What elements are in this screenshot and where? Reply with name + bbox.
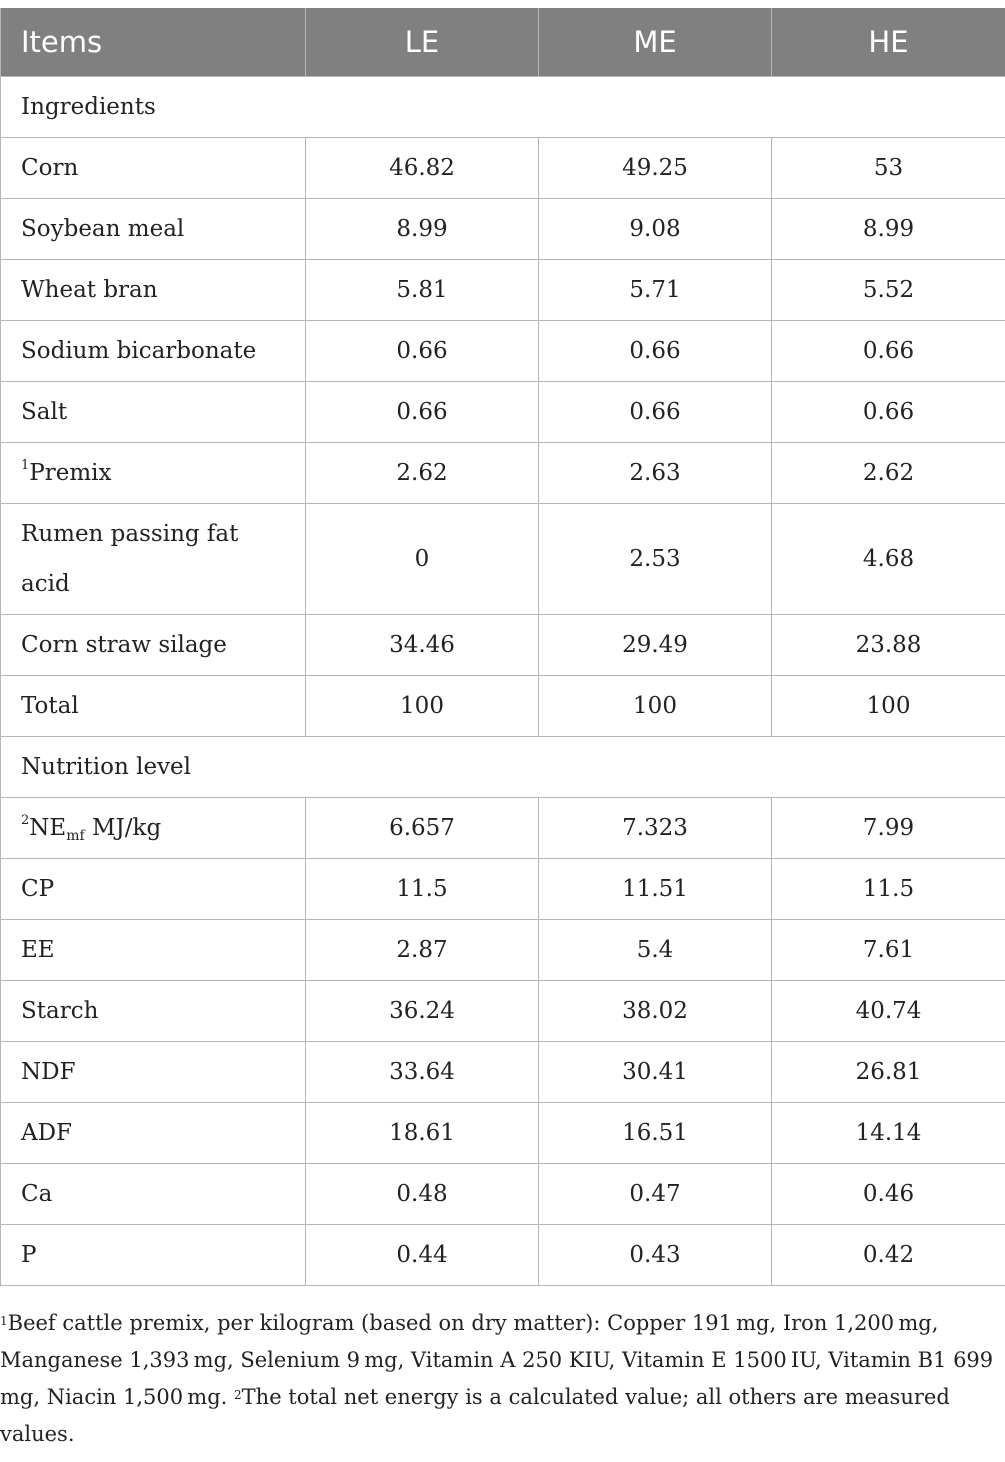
table-row <box>1 798 1005 859</box>
cell-he: 5.52 <box>772 260 1005 321</box>
cell-le: 11.5 <box>306 859 539 920</box>
cell-me: 0.47 <box>539 1164 772 1225</box>
footnote-marker: 1 <box>21 458 30 473</box>
cell-me: 100 <box>539 676 772 737</box>
cell-le: 18.61 <box>306 1103 539 1164</box>
cell-he: 53 <box>772 138 1005 199</box>
cell-le: 36.24 <box>306 981 539 1042</box>
row-label: Salt <box>1 382 306 443</box>
footnote-marker: 2 <box>234 1388 242 1402</box>
diet-composition-table <box>0 8 1005 1286</box>
table-row <box>1 138 1005 199</box>
cell-le: 5.81 <box>306 260 539 321</box>
cell-me: 11.51 <box>539 859 772 920</box>
cell-me: 30.41 <box>539 1042 772 1103</box>
row-label: EE <box>1 920 306 981</box>
cell-le: 46.82 <box>306 138 539 199</box>
row-label-unit: MJ/kg <box>84 815 162 841</box>
table-row <box>1 676 1005 737</box>
table-row <box>1 1164 1005 1225</box>
row-label <box>1 443 306 504</box>
cell-he: 4.68 <box>772 504 1005 615</box>
section-row <box>1 737 1005 798</box>
cell-le: 8.99 <box>306 199 539 260</box>
row-label <box>1 798 306 859</box>
cell-le: 0 <box>306 504 539 615</box>
table-header-row <box>1 8 1005 77</box>
cell-me: 5.4 <box>539 920 772 981</box>
row-label: Sodium bicarbonate <box>1 321 306 382</box>
cell-le: 33.64 <box>306 1042 539 1103</box>
cell-le: 6.657 <box>306 798 539 859</box>
table-row <box>1 1103 1005 1164</box>
table-row <box>1 382 1005 443</box>
row-label: Starch <box>1 981 306 1042</box>
cell-le: 2.62 <box>306 443 539 504</box>
section-title-nutrition: Nutrition level <box>1 737 1005 798</box>
cell-he: 0.46 <box>772 1164 1005 1225</box>
cell-he: 26.81 <box>772 1042 1005 1103</box>
cell-he: 8.99 <box>772 199 1005 260</box>
row-label-subscript: mf <box>66 828 85 844</box>
footnote-premix-text: Beef cattle premix, per kilogram (based on dry matter): Copper 191 mg, Iron 1,200 mg, Manganese 1,393 mg, Selenium 9 mg, Vitamin A 250 KIU, Vitamin E 1500 IU, Vitamin B1 699 mg, Niacin 1,500 mg. <box>0 1311 994 1409</box>
cell-me: 0.66 <box>539 321 772 382</box>
row-label: P <box>1 1225 306 1286</box>
table-row <box>1 981 1005 1042</box>
table-row <box>1 615 1005 676</box>
cell-le: 0.66 <box>306 382 539 443</box>
row-label: Wheat bran <box>1 260 306 321</box>
row-label: ADF <box>1 1103 306 1164</box>
table-row <box>1 321 1005 382</box>
row-label: Ca <box>1 1164 306 1225</box>
table-row <box>1 443 1005 504</box>
cell-me: 2.63 <box>539 443 772 504</box>
cell-he: 0.42 <box>772 1225 1005 1286</box>
section-row <box>1 77 1005 138</box>
table-row <box>1 260 1005 321</box>
cell-he: 14.14 <box>772 1103 1005 1164</box>
cell-he: 2.62 <box>772 443 1005 504</box>
cell-me: 16.51 <box>539 1103 772 1164</box>
footnote-marker: 2 <box>21 813 30 828</box>
row-label: Rumen passing fat acid <box>1 504 306 615</box>
section-title-ingredients: Ingredients <box>1 77 1005 138</box>
row-label-text: Premix <box>29 460 112 486</box>
cell-me: 9.08 <box>539 199 772 260</box>
header-he: HE <box>772 8 1005 77</box>
cell-le: 34.46 <box>306 615 539 676</box>
cell-he: 40.74 <box>772 981 1005 1042</box>
table-row <box>1 920 1005 981</box>
row-label: Corn <box>1 138 306 199</box>
header-items: Items <box>1 8 306 77</box>
cell-me: 2.53 <box>539 504 772 615</box>
row-label: Total <box>1 676 306 737</box>
cell-le: 0.48 <box>306 1164 539 1225</box>
footnote-marker: 1 <box>0 1314 8 1328</box>
table-footnote <box>0 1305 1000 1453</box>
cell-le: 0.66 <box>306 321 539 382</box>
cell-me: 0.43 <box>539 1225 772 1286</box>
cell-le: 0.44 <box>306 1225 539 1286</box>
cell-le: 100 <box>306 676 539 737</box>
footnote-energy-text: The total net energy is a calculated value; all others are measured values. <box>0 1385 950 1446</box>
cell-he: 0.66 <box>772 321 1005 382</box>
cell-me: 49.25 <box>539 138 772 199</box>
cell-he: 23.88 <box>772 615 1005 676</box>
table-row <box>1 1042 1005 1103</box>
cell-he: 100 <box>772 676 1005 737</box>
cell-me: 0.66 <box>539 382 772 443</box>
cell-he: 7.61 <box>772 920 1005 981</box>
cell-he: 0.66 <box>772 382 1005 443</box>
table-row <box>1 199 1005 260</box>
cell-me: 38.02 <box>539 981 772 1042</box>
cell-le: 2.87 <box>306 920 539 981</box>
cell-me: 7.323 <box>539 798 772 859</box>
cell-me: 5.71 <box>539 260 772 321</box>
cell-he: 7.99 <box>772 798 1005 859</box>
row-label-text: NE <box>29 815 67 841</box>
table-row <box>1 1225 1005 1286</box>
row-label: Corn straw silage <box>1 615 306 676</box>
cell-me: 29.49 <box>539 615 772 676</box>
row-label: CP <box>1 859 306 920</box>
header-le: LE <box>306 8 539 77</box>
table-row <box>1 504 1005 615</box>
header-me: ME <box>539 8 772 77</box>
row-label: NDF <box>1 1042 306 1103</box>
cell-he: 11.5 <box>772 859 1005 920</box>
row-label: Soybean meal <box>1 199 306 260</box>
table-row <box>1 859 1005 920</box>
